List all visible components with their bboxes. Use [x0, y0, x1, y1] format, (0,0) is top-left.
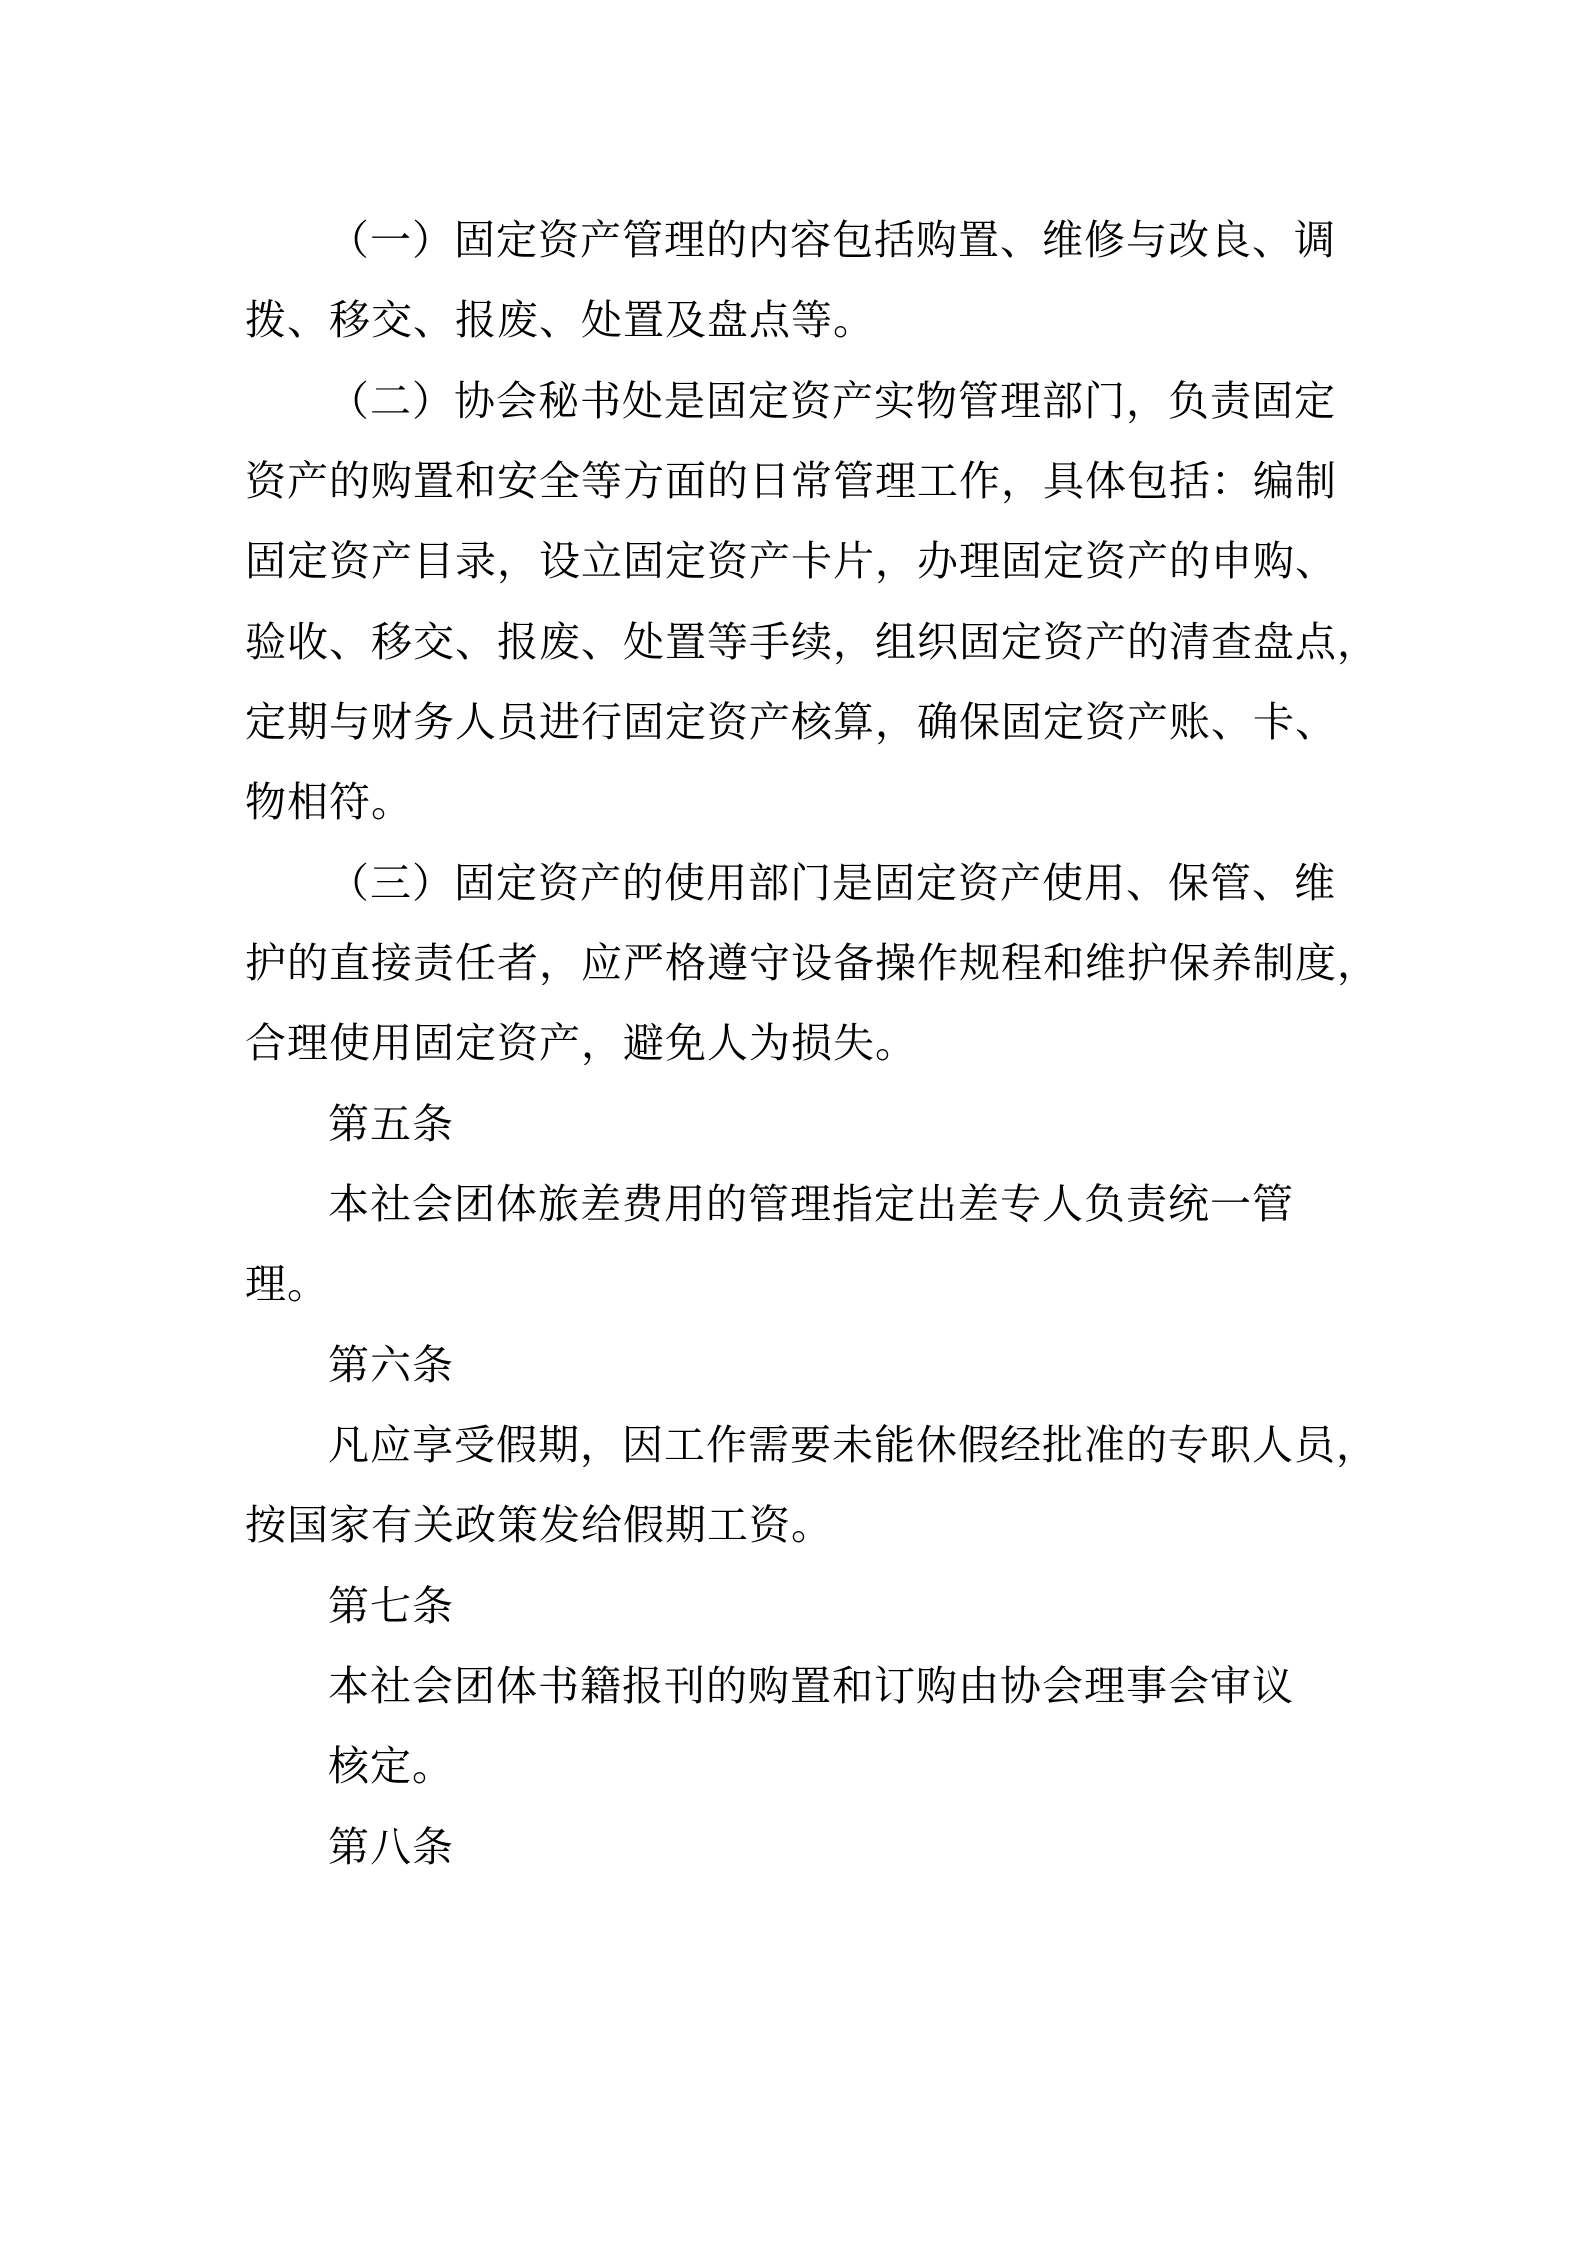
text-line: 合理使用固定资产，避免人为损失。 — [245, 1019, 917, 1067]
text-line: 凡应享受假期，因工作需要未能休假经批准的专职人员， — [328, 1421, 1378, 1469]
article-heading: 第七条 — [328, 1582, 454, 1630]
text-line: 本社会团体旅差费用的管理指定出差专人负责统一管 — [328, 1180, 1294, 1228]
text-line: （一）固定资产管理的内容包括购置、维修与改良、调 — [328, 216, 1336, 264]
text-line: 理。 — [245, 1260, 329, 1308]
text-line: 本社会团体书籍报刊的购置和订购由协会理事会审议 — [328, 1662, 1294, 1710]
text-line: 资产的购置和安全等方面的日常管理工作，具体包括：编制 — [245, 457, 1337, 505]
text-line: 核定。 — [328, 1742, 454, 1790]
text-line: 物相符。 — [245, 778, 413, 826]
text-line: 护的直接责任者，应严格遵守设备操作规程和维护保养制度， — [245, 939, 1379, 987]
text-line: （三）固定资产的使用部门是固定资产使用、保管、维 — [328, 859, 1336, 907]
article-heading: 第八条 — [328, 1823, 454, 1871]
article-heading: 第五条 — [328, 1100, 454, 1148]
text-line: 固定资产目录，设立固定资产卡片，办理固定资产的申购、 — [245, 537, 1337, 585]
text-line: 拨、移交、报废、处置及盘点等。 — [245, 296, 875, 344]
text-line: 定期与财务人员进行固定资产核算，确保固定资产账、卡、 — [245, 698, 1337, 746]
text-line: 验收、移交、报废、处置等手续，组织固定资产的清查盘点， — [245, 618, 1379, 666]
article-heading: 第六条 — [328, 1341, 454, 1389]
text-line: （二）协会秘书处是固定资产实物管理部门，负责固定 — [328, 377, 1336, 425]
text-line: 按国家有关政策发给假期工资。 — [245, 1501, 833, 1549]
